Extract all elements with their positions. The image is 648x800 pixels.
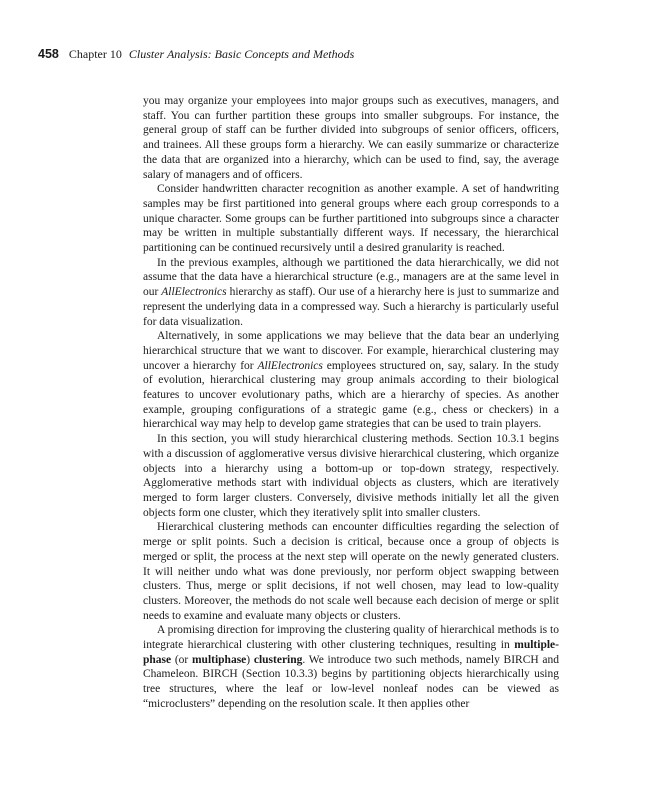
key-term: multiple-phase — [143, 639, 559, 666]
chapter-title: Cluster Analysis: Basic Concepts and Methods — [128, 47, 355, 61]
key-term: multiphase — [191, 653, 247, 666]
running-head — [38, 47, 354, 61]
company-name: AllElectronics — [161, 286, 227, 299]
paragraph-multiphase-clustering — [143, 623, 559, 711]
page-number: 458 — [38, 47, 59, 61]
paragraph-text: A promising direction for improving the clustering quality of hierarchical methods is to integrate hierarchical clustering with other clustering techniques, resulting in — [143, 624, 559, 652]
paragraph-text: Alternatively, in some applications we may believe that the data bear an underlying hierarchical structure that we want to discover. For example, hierarchical clustering may uncover a hierarchy for — [143, 330, 559, 372]
chapter-label: Chapter 10 — [68, 47, 122, 61]
company-name: AllElectronics — [257, 359, 323, 372]
paragraph-merge-split-difficulties: Hierarchical clustering methods can encounter difficulties regarding the selection of merge or split points. Such a decision is critical, because once a group of objects is merged or split, the process at the next step will operate on the newly generated clusters. It will neither undo what was done previously, nor perform object swapping between clusters. Thus, merge or split decisions, if not well chosen, may lead to low-quality clusters. Moreover, the methods do not scale well because each decision of merge or split needs to examine and evaluate many objects or clusters. — [143, 521, 559, 622]
key-term: clustering — [253, 653, 303, 666]
paragraph-handwriting-example: Consider handwritten character recognition as another example. A set of handwriting samples may be first partitioned into general groups where each group corresponds to a unique character. Some groups can be further partitioned into subgroups since a character may be written in multiple substantially different ways. If necessary, the hierarchical partitioning can be continued recursively until a desired granularity is reached. — [143, 183, 559, 255]
paragraph-text: employees structured on, say, salary. In the study of evolution, hierarchical clustering may group animals according to their biological features to uncover evolutionary paths, which are a hierarchy of species. As another example, grouping configurations of a strategic game (e.g., chess or checkers) in a hierarchical way may help to develop game strategies that can be used to train players. — [143, 359, 559, 431]
paragraph-text: hierarchy as staff). Our use of a hierarchy here is just to summarize and represent the underlying data in a compressed way. Such a hierarchy is particularly useful for data visualization. — [143, 286, 559, 328]
paragraph-text: In the previous examples, although we partitioned the data hierarchically, we did not assume that the data have a hierarchical structure (e.g., managers are at the same level in our — [143, 256, 559, 299]
paragraph-text: ) — [246, 653, 254, 666]
paragraph-underlying-structure — [143, 329, 559, 432]
paragraph-hierarchical-assumption — [143, 256, 559, 330]
paragraph-text: (or — [171, 653, 192, 666]
body-text — [143, 94, 559, 712]
paragraph-text: . We introduce two such methods, namely BIRCH and Chameleon. BIRCH (Section 10.3.3) begins by partitioning objects hierarchically using tree structures, where the leaf or low-level nonleaf nodes can be viewed as “microclusters” depending on the resolution scale. It then applies other — [143, 653, 559, 710]
paragraph-organization-example: you may organize your employees into major groups such as executives, managers, and staff. You can further partition these groups into smaller subgroups. For instance, the general group of staff can be further divided into subgroups of senior officers, officers, and trainees. All these groups form a hierarchy. We can easily summarize or characterize the data that are organized into a hierarchy, which can be used to find, say, the average salary of managers and of officers. — [143, 95, 559, 181]
paragraph-section-overview: In this section, you will study hierarchical clustering methods. Section 10.3.1 begins with a discussion of agglomerative versus divisive hierarchical clustering, which organize objects into a hierarchy using a bottom-up or top-down strategy, respectively. Agglomerative methods start with individual objects as clusters, which are iteratively merged to form larger clusters. Conversely, divisive methods initially let all the given objects form one cluster, which they iteratively split into smaller clusters. — [143, 433, 559, 519]
